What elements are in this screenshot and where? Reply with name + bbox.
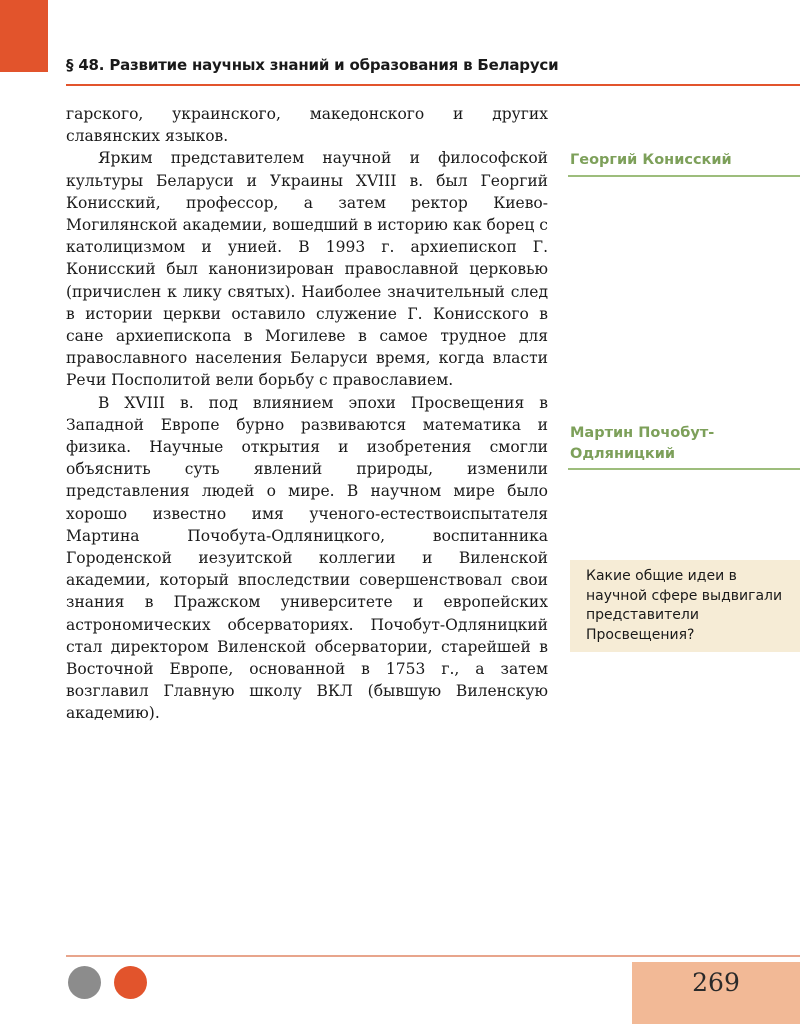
gray-circle-marker [68, 966, 101, 999]
footer-divider [66, 955, 800, 957]
header-divider [66, 84, 800, 86]
paragraph-continuation: гарского, украинского, македонского и других славянских языков. [66, 105, 548, 146]
question-box [570, 560, 800, 652]
corner-accent-block [0, 0, 48, 72]
chapter-header: § 48. Развитие научных знаний и образования в Беларуси [66, 56, 559, 74]
orange-circle-marker [114, 966, 147, 999]
margin-term-divider [568, 468, 800, 470]
margin-term-pochobut: Мартин Почобут-Одляницкий [570, 425, 715, 462]
margin-term-konissky: Георгий Конисский [570, 152, 732, 168]
page-number-box [632, 962, 800, 1024]
paragraph-enlightenment: В XVIII в. под влиянием эпохи Просвещения в Западной Европе бурно развиваются математика и физика. Научные открытия и изобретения смогли объяснить суть явлений природы, изменили представления людей о мире. В научном мире было хорошо известно имя ученого-естествоиспытателя Мартина Почобута-Одляницкого, воспитанника Городенской иезуитской коллегии и Виленской академии, который впоследствии совершенствовал свои знания в Пражском университете и европейских астрономических обсерваториях. Почобут-Одляницкий стал директором Виленской обсерватории, старейшей в Восточной Европе, основанной в 1753 г., а затем возглавил Главную школу ВКЛ (бывшую Виленскую академию). [66, 393, 548, 723]
margin-term-divider [568, 175, 800, 177]
main-text-column [66, 103, 548, 725]
page-number: 269 [692, 968, 740, 997]
paragraph-konissky: Ярким представителем научной и философской культуры Беларуси и Украины XVIII в. был Георгий Конисский, профессор, а затем ректор Киево-Могилянской академии, вошедший в историю как борец с католицизмом и унией. В 1993 г. архиепископ Г. Конисский был канонизирован православной церковью (причислен к лику святых). Наиболее значительный след в истории церкви оставило служение Г. Конисского в сане архиепископа в Могилеве в самое трудное для православного населения Беларуси время, когда власти Речи Посполитой вели борьбу с православием. [66, 149, 548, 390]
question-text: Какие общие идеи в научной сфере выдвигали представители Просвещения? [586, 568, 783, 643]
